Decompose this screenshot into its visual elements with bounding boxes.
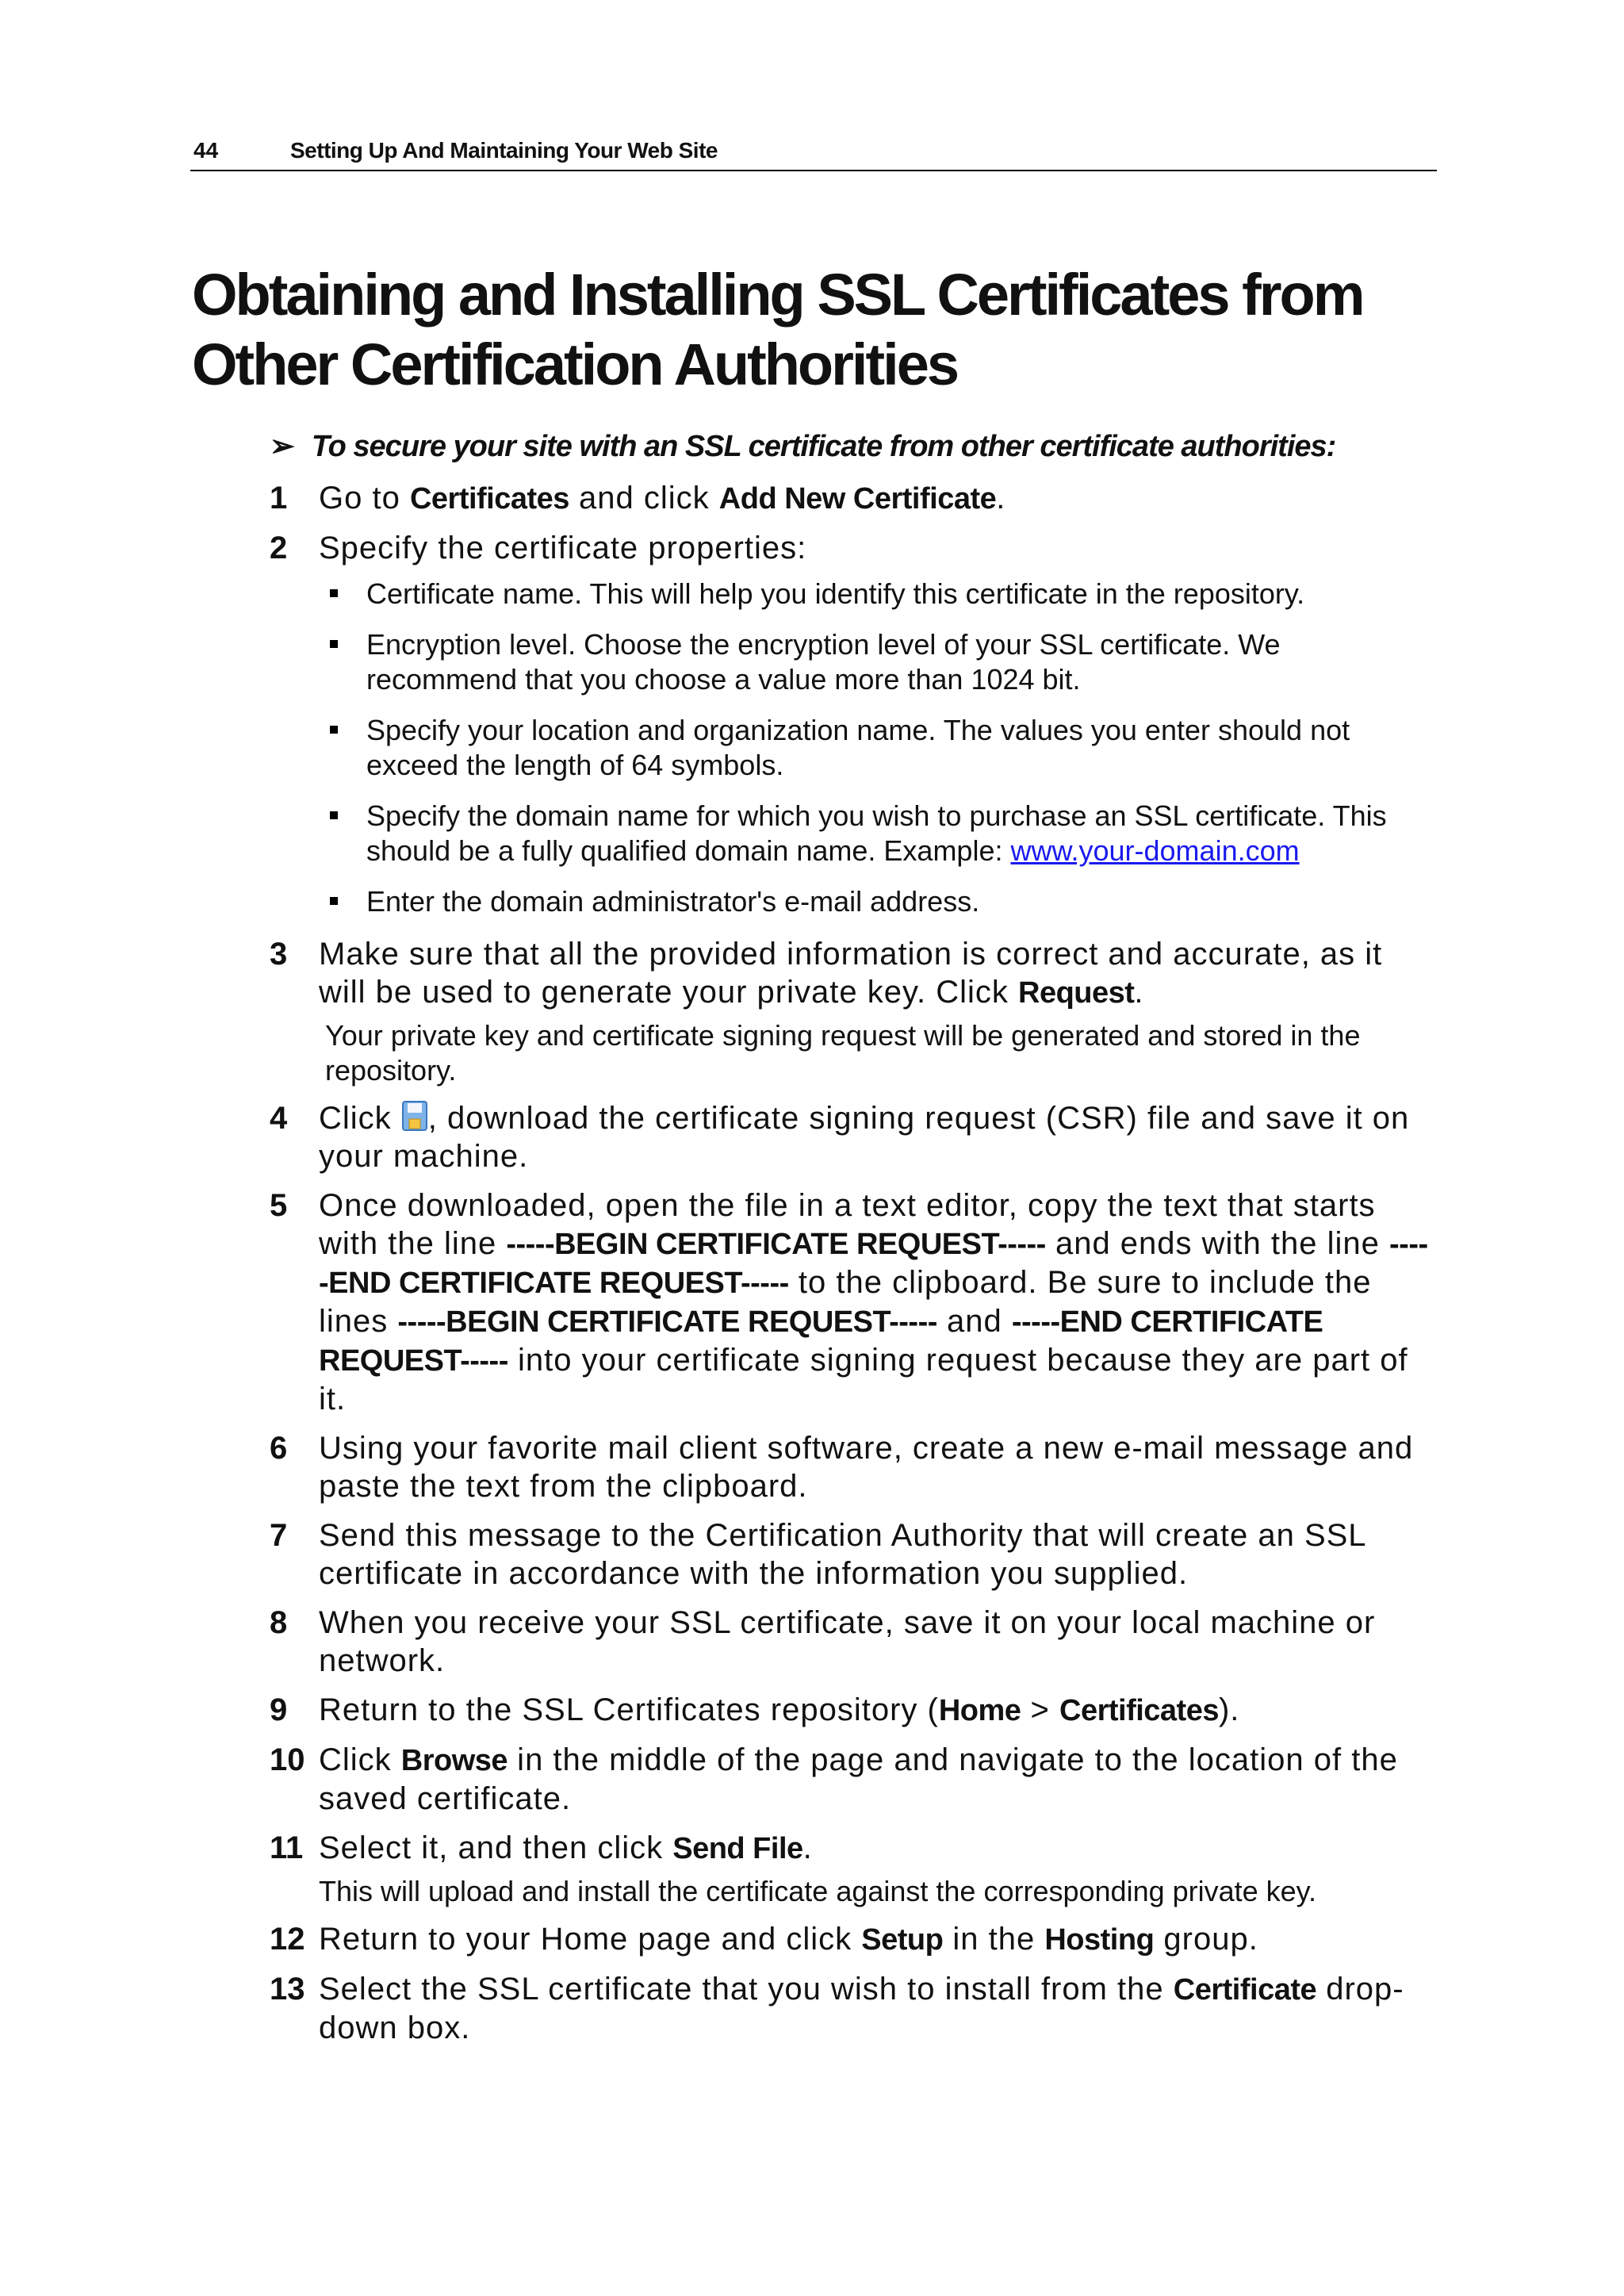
step-2: [270, 529, 1435, 919]
step-text: into your certificate signing request because they are part of it.: [319, 1343, 1408, 1416]
running-header: [190, 136, 1437, 171]
step-text: Return to your Home page and click: [319, 1922, 862, 1957]
step-text: group.: [1154, 1922, 1258, 1957]
step-number: 3: [270, 937, 288, 972]
example-domain-link[interactable]: www.your-domain.com: [1010, 834, 1300, 867]
step-list: [270, 479, 1435, 2058]
code-marker: -----BEGIN CERTIFICATE REQUEST-----: [506, 1228, 1046, 1261]
procedure-heading: [270, 428, 1335, 464]
arrow-bullet-icon: ➢: [270, 430, 294, 463]
step-text: and click: [569, 481, 719, 516]
list-item: [319, 884, 1435, 919]
step-text: ).: [1218, 1692, 1240, 1727]
page-number: 44: [193, 138, 219, 163]
ui-term: Hosting: [1044, 1923, 1155, 1957]
ui-term: Request: [1018, 976, 1135, 1010]
step-12: [270, 1920, 1435, 1959]
code-marker: -----BEGIN CERTIFICATE REQUEST-----: [397, 1305, 937, 1339]
step-number: 9: [270, 1692, 288, 1727]
step-text: .: [1134, 975, 1144, 1010]
list-item-text: Specify the domain name for which you wish to purchase an SSL certificate. This should be a fully qualified domain name. Example:: [366, 799, 1387, 867]
step-text: When you receive your SSL certificate, save it on your local machine or network.: [319, 1605, 1376, 1678]
step-text: .: [996, 481, 1006, 516]
step-text: and ends with the line: [1045, 1226, 1390, 1261]
ui-term: Certificate: [1173, 1973, 1317, 2007]
step-1: [270, 479, 1435, 518]
list-item-text: Certificate name. This will help you identify this certificate in the repository.: [366, 577, 1305, 610]
square-bullet-icon: [330, 726, 338, 734]
step-text: Go to: [319, 481, 410, 516]
step-text: Click: [319, 1101, 401, 1136]
step-number: 8: [270, 1605, 288, 1640]
step-7: [270, 1516, 1435, 1593]
property-list: [319, 577, 1435, 919]
step-10: [270, 1741, 1435, 1818]
ui-term: Setup: [861, 1923, 944, 1957]
step-13: [270, 1970, 1435, 2047]
list-item-text: Specify your location and organization name. The values you enter should not exceed the length of 64 symbols.: [366, 714, 1350, 781]
step-number: 11: [270, 1830, 304, 1865]
step-number: 13: [270, 1972, 305, 2007]
ui-term: Certificates: [1059, 1694, 1219, 1727]
list-item-text: Encryption level. Choose the encryption level of your SSL certificate. We recommend that you choose a value more than 1024 bit.: [366, 628, 1281, 696]
code-marker: -----END CERTIFICATE REQUEST-----: [319, 1305, 1323, 1378]
step-number: 5: [270, 1188, 288, 1223]
step-number: 4: [270, 1101, 288, 1136]
procedure-heading-text: To secure your site with an SSL certificate from other certificate authorities:: [311, 430, 1336, 463]
step-11-note: This will upload and install the certificate against the corresponding private key.: [319, 1875, 1317, 1907]
step-number: 2: [270, 531, 288, 565]
step-number: 7: [270, 1518, 288, 1553]
step-4: [270, 1099, 1435, 1175]
square-bullet-icon: [330, 589, 338, 597]
step-text: Using your favorite mail client software, create a new e-mail message and paste the text from the clipboard.: [319, 1431, 1414, 1504]
step-9: [270, 1691, 1435, 1730]
step-text: Send this message to the Certification Authority that will create an SSL certificate in accordance with the information you supplied.: [319, 1518, 1366, 1591]
ui-term: Send File: [672, 1832, 803, 1865]
step-text: Specify the certificate properties:: [319, 531, 807, 565]
list-item: [319, 713, 1435, 783]
list-item: [319, 627, 1435, 697]
step-text: , download the certificate signing request (CSR) file and save it on your machine.: [319, 1101, 1410, 1174]
step-text: drop-down box.: [319, 1972, 1404, 2045]
step-text: >: [1021, 1692, 1059, 1727]
step-text: Once downloaded, open the file in a text editor, copy the text that starts with the line: [319, 1188, 1376, 1261]
step-text: in the middle of the page and navigate to the location of the saved certificate.: [319, 1742, 1398, 1816]
step-text: .: [802, 1830, 813, 1865]
ui-term: Add New Certificate: [718, 482, 997, 516]
step-8: [270, 1604, 1435, 1680]
step-5: [270, 1186, 1435, 1418]
step-text: Select the SSL certificate that you wish to install from the: [319, 1972, 1174, 2007]
list-item: [319, 577, 1435, 611]
step-number: 10: [270, 1742, 305, 1777]
step-text: Return to the SSL Certificates repository (: [319, 1692, 939, 1727]
running-title: Setting Up And Maintaining Your Web Site: [290, 138, 718, 163]
square-bullet-icon: [330, 640, 338, 648]
step-text: Click: [319, 1742, 401, 1777]
page-title: Obtaining and Installing SSL Certificates from Other Certification Authorities: [192, 262, 1363, 397]
square-bullet-icon: [330, 897, 338, 905]
ui-term: Home: [938, 1694, 1021, 1727]
square-bullet-icon: [330, 811, 338, 819]
step-number: 6: [270, 1431, 288, 1466]
save-icon[interactable]: [401, 1100, 428, 1132]
step-text: in the: [943, 1922, 1045, 1957]
ui-term: Certificates: [409, 482, 569, 516]
step-11: [270, 1829, 1435, 1868]
step-text: and: [936, 1304, 1012, 1339]
step-text: Make sure that all the provided information is correct and accurate, as it will be used to generate your private key. Click: [319, 937, 1383, 1010]
step-6: [270, 1429, 1435, 1505]
step-3: [270, 935, 1435, 1012]
step-number: 12: [270, 1922, 305, 1957]
list-item: [319, 799, 1435, 868]
step-3-note: Your private key and certificate signing request will be generated and stored in the repository.: [325, 1019, 1361, 1087]
step-text: Select it, and then click: [319, 1830, 673, 1865]
ui-term: Browse: [400, 1744, 508, 1777]
list-item-text: Enter the domain administrator's e-mail address.: [366, 885, 980, 918]
code-marker: -----END CERTIFICATE REQUEST-----: [319, 1228, 1428, 1300]
step-text: to the clipboard. Be sure to include the lines: [319, 1265, 1372, 1339]
step-number: 1: [270, 481, 288, 516]
